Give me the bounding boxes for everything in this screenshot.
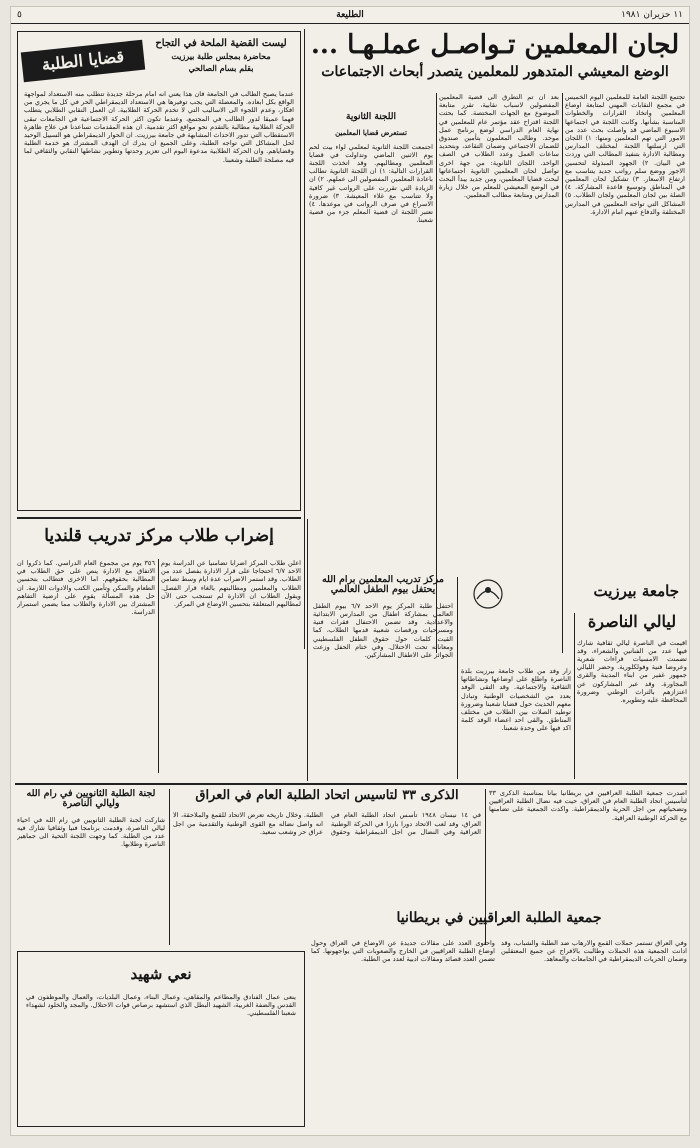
children-day-title: مركز تدريب المعلمين برام الله يحتفل بيوم الطفل العالمي bbox=[321, 575, 445, 596]
nazareth-nights-body: اقيمت في الناصرة ليالي ثقافية شارك فيها عدد من الفنانين والشعراء، وقد تضمنت الامسيات قراءات شعرية وعروضا فنية وفولكلورية. وحضر الليالي جمهور غفير من ابناء المدينة والقرى المجاورة. وقد عبر المشاركون عن اعتزازهم بالتراث الوطني وضرورة المحافظة عليه وتطويره. bbox=[577, 638, 687, 705]
birzeit-logo-text: جامعة بيرزيت bbox=[593, 582, 679, 600]
students-author: بقلم بسام الصالحي bbox=[188, 62, 254, 73]
uk-association-column-right: اصدرت جمعية الطلبة العراقيين في بريطانيا بيانا بمناسبة الذكرى ٣٣ لتأسيس اتحاد الطلبة العام في العراق، حيت فيه نضال الطلبة العراقيين وتضحياتهم من اجل الحرية والديمقراطية. واكدت الجمعية على تضامنها مع الحركة الوطنية العراقية. bbox=[489, 789, 687, 822]
uk-association-header bbox=[311, 911, 687, 935]
birzeit-header bbox=[461, 577, 687, 613]
strike-column-left: ٣٥٦ يوم من مجموع العام الدراسي. كما ذكروا ان الاتفاق مع الادارة ينص على حق الطلاب في المطالبة بحقوقهم. اما الاخرى فتطالب بتحسين الطعام والسكن وتأمين الكتب والادوات اللازمة. ان حل هذه المسألة يقوم على ارضية التفاهم المشترك بين الادارة والطلاب مما يضمن استمرار الدراسة. bbox=[17, 559, 155, 617]
children-day-body: احتفل طلبة المركز يوم الاحد ٦/٧ بيوم الطفل العالمي بمشاركة اطفال من المدارس الابتدائية والاعدادية. وقد تضمن الاحتفال فقرات فنية ومسرحيات ورقصات شعبية قدمها الطلاب، كما القيت كلمات حول حقوق الطفل الفلسطيني ومعاناته تحت الاحتلال. وفي ختام الحفل وزعت الجوائز على الاطفال المشاركين. bbox=[313, 601, 453, 660]
uk-association-column-left: وفي العراق تستمر حملات القمع والارهاب ضد الطلبة والشباب، وقد ادانت الجمعية هذه الحملات وطالبت بالافراج عن جميع المعتقلين وضمان الحريات الديمقراطية في الجامعات والمعاهد. bbox=[501, 939, 687, 964]
students-issues-badge: قضايا الطلبة bbox=[21, 40, 145, 83]
obituary-title: نعي شهيد bbox=[130, 965, 192, 983]
ramallah-students-article bbox=[17, 789, 165, 945]
issue-date: ١١ حزيران ١٩٨١ bbox=[621, 10, 683, 20]
uk-association-column-middle: واحتوى العدد على مقالات جديدة عن الاوضاع في العراق وحول اوضاع الطلبة العراقيين في الخارج والصعوبات التي يواجهونها. كما تضمن العدد قصائد ومقالات ادبية لعدد من الطلبة. bbox=[311, 939, 495, 964]
iraq-union-title: الذكرى ٣٣ لتأسيس اتحاد الطلبة العام في العراق bbox=[195, 789, 459, 803]
lead-headline-block bbox=[305, 31, 685, 85]
lead-left-subheading: تستعرض قضايا المعلمين bbox=[335, 127, 407, 137]
obituary-body: ينعى عمال الفنادق والمطاعم والمقاهي، وعمال البناء، وعمال البلديات، والعمال والموظفون في القدس والضفة الغربية، الشهيد البطل الذي استشهد برصاص قوات الاحتلال. والمجد والخلود لشهداء شعبنا الفلسطيني. bbox=[26, 992, 296, 1017]
children-day-article bbox=[313, 575, 453, 779]
lead-subtitle: الوضع المعيشي المتدهور للمعلمين يتصدر أبحاث الاجتماعات bbox=[321, 63, 669, 80]
ramallah-students-title: لجنة الطلبة الثانويين في رام الله وليالي الناصرة bbox=[26, 789, 156, 810]
lead-left-heading: اللجنة الثانوية bbox=[346, 112, 396, 122]
strike-column-right: اعلن طلاب المركز اضرابا تضامنيا عن الدراسة يوم الاحد ٦/٧ احتجاجا على قرار الادارة بفصل عدد من الطلاب. وقد استمر الاضراب عدة ايام وسط تضامن الطلاب والمعلمين ومطالبتهم بالغاء قرار الفصل. ويقول الطلاب ان الادارة لم تستجب حتى الآن لمطالبهم المتعلقة بتحسين الاوضاع في المركز. bbox=[161, 559, 301, 609]
nazareth-nights-article bbox=[577, 613, 687, 779]
iraq-union-body: في ١٤ نيسان ١٩٤٨ تأسس اتحاد الطلبة العام في العراق، وقد لعب الاتحاد دورا بارزا في الحركة الوطنية العراقية وفي النضال من اجل الديمقراطية وحقوق الطلبة. وخلال تاريخه تعرض الاتحاد للقمع والملاحقة، الا انه واصل نضاله مع القوى الوطنية والتقدمية من اجل عراق حر وشعب سعيد. bbox=[173, 811, 481, 836]
students-subheadline: محاضرة بمجلس طلبة بيرزيت bbox=[171, 51, 271, 61]
students-article-body: عندما يصبح الطالب في الجامعة فان هذا يعني انه امام مرحلة جديدة تتطلب منه الاستعداد لمواجهة الواقع بكل ابعاده. والمعضلة التي يجب توفيرها هي الاستعداد الديمقراطي الحر في كل ما يجري من افكار، وعدم اللجوء الى الاساليب التي لا تخدم الحركة الطلابية. ان العمل النقابي الطلابي يتطلب فهما عميقا لدور الطالب في المجتمع، وعندما تكون اكثر الحركة الاجتماعية في الجامعات تبقى الحركة الطلابية مطالبة بالتقدم نحو مواقع اكثر تقدمية. ان هذه المقدمات تساعدنا في علاج ظاهرة الاستقطاب التي تدور الاحداث المشابهة في جامعة بيرزيت. ان الحوار الديمقراطي هو السبيل الوحيد لحل المشاكل التي تواجه الطلبة، وعلى الجميع ان يدرك ان الهدف المشترك هو خدمة الطلبة وقضاياهم. وان الحركة الطلابية مدعوة اليوم الى تعزيز وحدتها وتطوير نشاطها النقابي والثقافي لما فيه مصلحة الطلبة وشعبنا. bbox=[24, 90, 294, 164]
strike-header bbox=[17, 517, 301, 555]
page-folio bbox=[11, 7, 689, 24]
students-headline: ليست القضية الملحة في التجاح bbox=[155, 38, 287, 49]
lead-column-middle: بعد ان تم التطرق الى قضية المعلمين المفصولين لاسباب نقابية، تقرر متابعة الموضوع مع الجهات المختصة. كما بحثت اللجنة اقتراح عقد مؤتمر عام للمعلمين في نهاية العام الدراسي لوضع برنامج عمل موحد. وطالب المعلمون بتأمين صندوق للضمان الاجتماعي وضمان التقاعد، وبتحديد ساعات العمل وعدد الطلاب في الصف الواحد. اللجان الثانوية: من جهة اخرى تواصل لجان المعلمين الثانوية اجتماعاتها لبحث قضايا المعلمين، ومن جديد يبدأ البحث في الوضع المعيشي للمعلم من خلال زيارة المدارس ومتابعة مطالب المعلمين. bbox=[439, 93, 559, 200]
page-number: ٥ bbox=[17, 10, 22, 20]
lead-column-right: تجتمع اللجنة العامة للمعلمين اليوم الخميس في مجمع النقابات المهني لمتابعة اوضاع المعلمين واتخاذ القرارات والخطوات المناسبة بشأنها. وكانت اللجنة في اجتماعها الاسبوع الماضي قد واصلت بحث عدد من الامور التي تهم المعلمين ومنها: ١) اللجان التي ارسلتها اللجنة لمختلف المدارس ومطالبة الادارة بتنفيذ المطالب التي وردت في البيان. ٢) الجهود المبذولة لتحسين الاجور ووضع سلم رواتب جديد يتناسب مع ارتفاع الاسعار. ٣) تشكيل لجان المعلمين في المناطق وتوسيع قاعدة المشاركة. ٤) الصلة بين لجان المعلمين ولجان الطلاب. ٥) المشاكل التي تواجه المعلمين في المدارس المختلفة والدفاع عنهم امام الادارة. bbox=[565, 93, 685, 216]
students-issues-box bbox=[17, 31, 301, 511]
lead-title: لجان المعلمين تـواصـل عملـهـا ... bbox=[310, 31, 680, 60]
lead-left-text: اجتمعت اللجنة الثانوية لمعلمي لواء بيت لحم يوم الاثنين الماضي وتداولت في قضايا المعلمين ومطالبهم. وقد اتخذت اللجنة القرارات التالية: ١) ان اللجنة الثانوية تطالب باعادة المعلمين المفصولين الى عملهم. ٢) ان الزيادة التي تقررت على الرواتب غير كافية ولا تتناسب مع غلاء المعيشة. ٣) ضرورة الاسراع في صرف الرواتب في موعدها. ٤) تعتبر اللجنة ان قضية المعلم جزء من قضية شعبنا. bbox=[309, 142, 433, 225]
newspaper-page bbox=[10, 6, 690, 1136]
strike-title: إضراب طلاب مركز تدريب قلنديا bbox=[44, 526, 274, 546]
lead-column-left bbox=[309, 93, 433, 653]
birzeit-column-left: زار وفد من طلاب جامعة بيرزيت بلدة الناصرة واطلع على اوضاعها ونشاطاتها الثقافية والاجتماعية. وقد التقى الوفد بعدد من الشخصيات الوطنية وتبادل معهم الحديث حول قضايا شعبنا وضرورة توطيد الصلات بين الطلاب في مختلف المناطق. والقى احد اعضاء الوفد كلمة اكد فيها على وحدة شعبنا. bbox=[461, 667, 571, 733]
uk-association-title: جمعية الطلبة العراقيين في بريطانيا bbox=[396, 911, 602, 926]
nazareth-nights-title: ليالي الناصرة bbox=[587, 613, 677, 631]
martyr-obituary-box bbox=[17, 951, 305, 1127]
newspaper-name: الطليعة bbox=[336, 10, 364, 20]
ramallah-students-body: شاركت لجنة الطلبة الثانويين في رام الله في احياء ليالي الناصرة، وقدمت برنامجا فنيا وثقافيا شارك فيه عدد من الطلبة. كما وجهت اللجنة التحية الى جماهير الناصرة وطلابها. bbox=[17, 815, 165, 849]
birzeit-emblem-icon bbox=[467, 577, 509, 611]
